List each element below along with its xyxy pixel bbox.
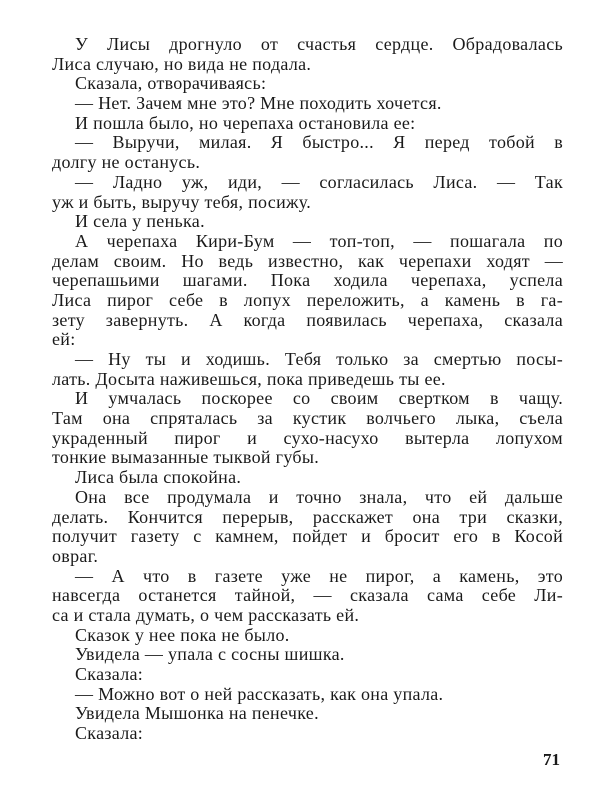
text-line: долгу не останусь.: [52, 152, 201, 173]
text-line: А черепаха Кири-Бум — топ-топ, — пошагала по: [75, 230, 563, 251]
text-line: И пошла было, но черепаха остановила ее:: [75, 112, 416, 133]
text-line: овраг.: [52, 545, 99, 566]
paragraph: [52, 114, 563, 134]
paragraph: [52, 350, 563, 389]
text-line: навсегда останется тайной, — сказала сама себе Ли-: [52, 585, 563, 606]
paragraph: [52, 724, 563, 744]
paragraph: [52, 567, 563, 626]
text-line: делам своим. Но ведь известно, как черепахи ходят —: [52, 250, 563, 271]
text-line: украденный пирог и сухо-насухо вытерла лопухом: [52, 427, 563, 448]
book-page-text: [52, 35, 563, 744]
text-line: зету завернуть. А когда появилась черепаха, сказала: [52, 309, 563, 330]
text-line: И села у пенька.: [75, 211, 205, 232]
text-line: У Лисы дрогнуло от счастья сердце. Обрадовалась: [75, 34, 563, 54]
paragraph: [52, 74, 563, 94]
text-line: — Выручи, милая. Я быстро... Я перед тобой в: [75, 132, 563, 153]
paragraph: [52, 685, 563, 705]
text-line: ей:: [52, 329, 76, 350]
text-line: тонкие вымазанные тыквой губы.: [52, 447, 320, 468]
paragraph: [52, 35, 563, 74]
text-line: Сказала, отворачиваясь:: [75, 73, 267, 94]
paragraph: [52, 173, 563, 212]
text-line: — Ладно уж, иди, — согласилась Лиса. — Так: [75, 171, 563, 192]
paragraph: [52, 645, 563, 665]
text-line: Там она спряталась за кустик волчьего лыка, съела: [52, 408, 563, 429]
paragraph: [52, 94, 563, 114]
text-line: Лиса была спокойна.: [75, 467, 242, 488]
text-line: уж и быть, выручу тебя, посижу.: [52, 191, 312, 212]
paragraph: [52, 212, 563, 232]
text-line: делать. Кончится перерыв, расскажет она три сказки,: [52, 506, 563, 527]
text-line: Сказала:: [75, 664, 144, 684]
text-line: Сказала:: [75, 723, 144, 744]
text-line: са и стала думать, о чем рассказать ей.: [52, 604, 360, 625]
text-line: получит газету с камнем, пойдет и бросит его в Косой: [52, 526, 563, 547]
text-line: Увидела — упала с сосны шишка.: [75, 644, 345, 665]
paragraph: [52, 704, 563, 724]
text-line: — Ну ты и ходишь. Тебя только за смертью посы-: [75, 349, 563, 369]
text-line: Она все продумала и точно знала, что ей дальше: [75, 486, 563, 507]
paragraph: [52, 389, 563, 468]
paragraph: [52, 232, 563, 350]
text-line: Лиса случаю, но вида не подала.: [52, 53, 312, 74]
text-line: — Можно вот о ней рассказать, как она упала.: [75, 683, 444, 704]
paragraph: [52, 468, 563, 488]
text-line: — А что в газете уже не пирог, а камень, это: [75, 565, 563, 586]
paragraph: [52, 488, 563, 567]
page-number: 71: [543, 750, 560, 769]
text-line: Лиса пирог себе в лопух переложить, а камень в га-: [52, 289, 563, 310]
text-line: лать. Досыта наживешься, пока приведешь ты ее.: [52, 368, 446, 389]
text-line: — Нет. Зачем мне это? Мне походить хочется.: [75, 93, 442, 114]
paragraph: [52, 133, 563, 172]
paragraph: [52, 626, 563, 646]
text-line: И умчалась поскорее со своим свертком в чащу.: [75, 388, 563, 409]
paragraph: [52, 665, 563, 685]
text-line: Сказок у нее пока не было.: [75, 624, 290, 645]
text-line: Увидела Мышонка на пенечке.: [75, 703, 319, 724]
text-line: черепашьими шагами. Пока ходила черепаха, успела: [52, 270, 563, 291]
